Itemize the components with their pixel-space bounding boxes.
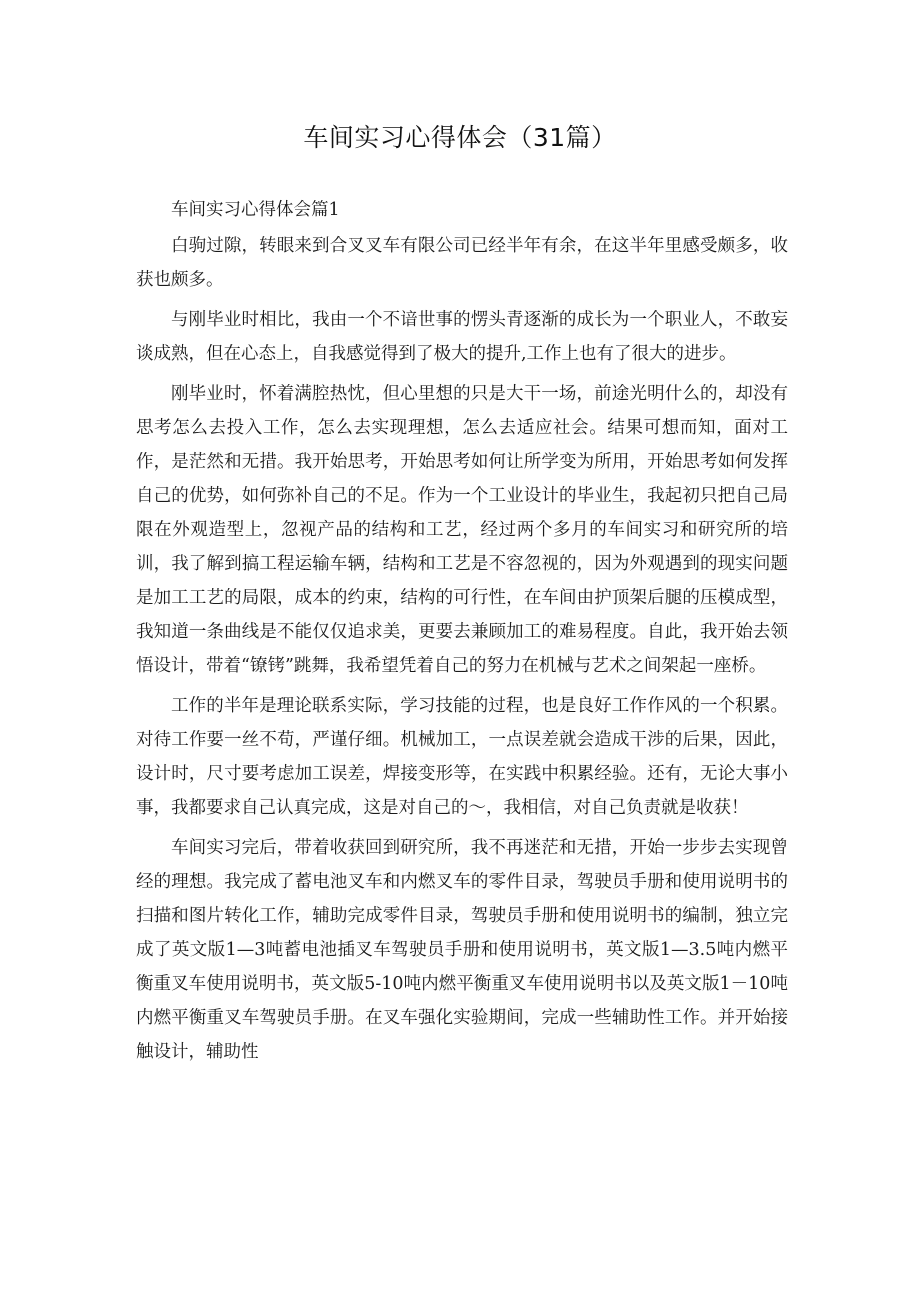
paragraph-1: 白驹过隙，转眼来到合叉叉车有限公司已经半年有余，在这半年里感受颇多，收获也颇多。 [136,236,788,290]
paragraph-3: 刚毕业时，怀着满腔热忱，但心里想的只是大干一场，前途光明什么的，却没有思考怎么去投入工作，怎么去实现理想，怎么去适应社会。结果可想而知，面对工作，是茫然和无措。我开始思考，开始思考如何让所学变为所用，开始思考如何发挥自己的优势，如何弥补自己的不足。作为一个工业设计的毕业生，我起初只把自己局限在外观造型上，忽视产品的结构和工艺，经过两个多月的车间实习和研究所的培训，我了解到搞工程运输车辆，结构和工艺是不容忽视的，因为外观遇到的现实问题是加工工艺的局限，成本的约束，结构的可行性，在车间由护顶架后腿的压模成型，我知道一条曲线是不能仅仅追求美，更要去兼顾加工的难易程度。自此，我开始去领悟设计，带着“镣铐”跳舞，我希望凭着自己的努力在机械与艺术之间架起一座桥。 [136,384,788,676]
paragraph-2: 与刚毕业时相比，我由一个不谙世事的愣头青逐渐的成长为一个职业人，不敢妄谈成熟，但在心态上，自我感觉得到了极大的提升,工作上也有了很大的进步。 [136,310,788,364]
document-body [136,193,788,1075]
paragraph-5: 车间实习完后，带着收获回到研究所，我不再迷茫和无措，开始一步步去实现曾经的理想。我完成了蓄电池叉车和内燃叉车的零件目录，驾驶员手册和使用说明书的扫描和图片转化工作，辅助完成零件目录，驾驶员手册和使用说明书的编制，独立完成了英文版1—3吨蓄电池插叉车驾驶员手册和使用说明书，英文版1—3.5吨内燃平衡重叉车使用说明书，英文版5-10吨内燃平衡重叉车使用说明书以及英文版1－10吨内燃平衡重叉车驾驶员手册。在叉车强化实验期间，完成一些辅助性工作。并开始接触设计，辅助性 [136,838,788,1062]
section-heading: 车间实习心得体会篇1 [171,200,340,220]
document-title: 车间实习心得体会（31篇） [303,123,617,152]
paragraph-4: 工作的半年是理论联系实际，学习技能的过程，也是良好工作作风的一个积累。对待工作要一丝不苟，严谨仔细。机械加工，一点误差就会造成干涉的后果，因此，设计时，尺寸要考虑加工误差，焊接变形等，在实践中积累经验。还有，无论大事小事，我都要求自己认真完成，这是对自己的～，我相信，对自己负责就是收获！ [136,696,788,818]
